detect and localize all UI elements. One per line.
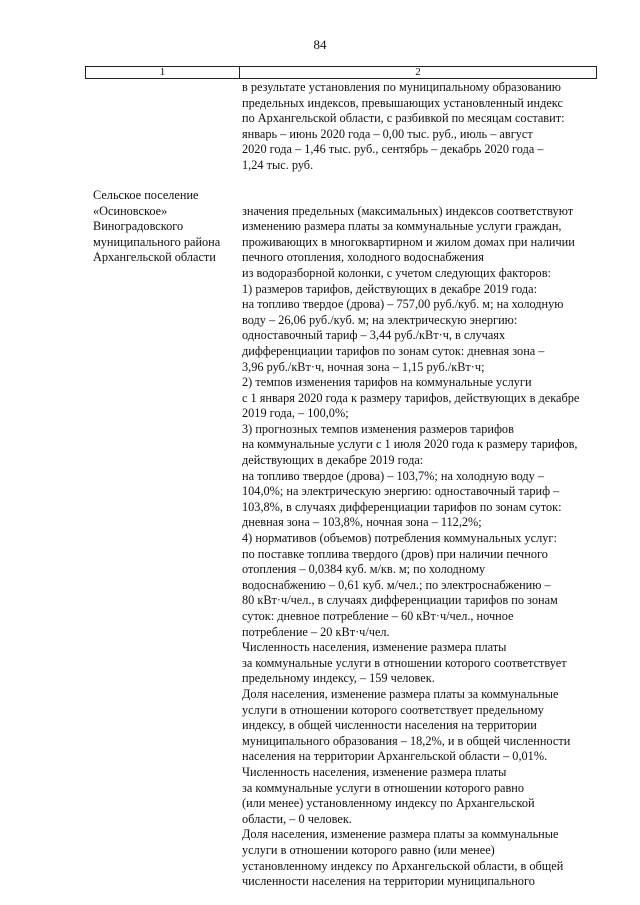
municipality-line: «Осиновское» bbox=[93, 203, 168, 218]
text-line: 80 кВт·ч/чел., в случаях дифференциации тарифов по зонам bbox=[242, 593, 558, 608]
text-line: численности населения на территории муниципального bbox=[242, 874, 535, 889]
municipality-line: Виноградовского bbox=[93, 219, 184, 234]
municipality-line: Сельское поселение bbox=[93, 188, 199, 202]
text-line: предельному индексу, – 159 человек. bbox=[242, 671, 435, 686]
text-line: дифференциации тарифов по зонам суток: дневная зона – bbox=[242, 343, 545, 358]
table-header-col1: 1 bbox=[86, 67, 240, 78]
text-line: 1) размеров тарифов, действующих в декабре 2019 года: bbox=[242, 281, 538, 296]
text-line: 104,0%; на электрическую энергию: одноставочный тариф – bbox=[242, 484, 560, 499]
text-line: 4) нормативов (объемов) потребления коммунальных услуг: bbox=[242, 531, 557, 546]
text-line: по Архангельской области, с разбивкой по месяцам составит: bbox=[242, 111, 565, 126]
text-line: 3,96 руб./кВт·ч, ночная зона – 1,15 руб./кВт·ч; bbox=[242, 359, 485, 374]
text-line: с 1 января 2020 года к размеру тарифов, действующих в декабре bbox=[242, 390, 580, 405]
description-paragraph bbox=[242, 204, 598, 890]
text-line: (или менее) установленному индексу по Архангельской bbox=[242, 796, 535, 811]
text-line: Доля населения, изменение размера платы за коммунальные bbox=[242, 827, 559, 842]
text-line: 1,24 тыс. руб. bbox=[242, 157, 314, 172]
text-line: 2) темпов изменения тарифов на коммунальные услуги bbox=[242, 375, 532, 390]
table-header-row bbox=[85, 66, 597, 79]
text-line: изменению размера платы за коммунальные услуги граждан, bbox=[242, 219, 562, 234]
text-line: 3) прогнозных темпов изменения размеров тарифов bbox=[242, 421, 514, 436]
text-line: суток: дневное потребление – 60 кВт·ч/чел., ночное bbox=[242, 609, 514, 623]
municipality-line: Архангельской области bbox=[93, 250, 216, 265]
continuation-paragraph bbox=[242, 80, 598, 174]
text-line: за коммунальные услуги в отношении которого равно bbox=[242, 780, 525, 795]
page-number: 84 bbox=[313, 37, 327, 52]
text-line: населения на территории Архангельской области – 0,01%. bbox=[242, 749, 548, 764]
text-line: услуги в отношении которого соответствует предельному bbox=[242, 702, 544, 717]
text-line: проживающих в многоквартирном и жилом домах при наличии bbox=[242, 234, 575, 249]
text-line: водоснабжению – 0,61 куб. м/чел.; по электроснабжению – bbox=[242, 577, 551, 592]
table-col2-content bbox=[242, 80, 598, 890]
text-line: предельных индексов, превышающих установленный индекс bbox=[242, 95, 563, 110]
municipality-line: муниципального района bbox=[93, 234, 221, 249]
text-line: действующих в декабре 2019 года: bbox=[242, 453, 424, 468]
text-line: 103,8%, в случаях дифференциации тарифов по зонам суток: bbox=[242, 499, 562, 514]
text-line: области, – 0 человек. bbox=[242, 811, 352, 826]
text-line: Численность населения, изменение размера платы bbox=[242, 764, 507, 779]
text-line: по поставке топлива твердого (дров) при наличии печного bbox=[242, 546, 548, 561]
text-line: в результате установления по муниципальному образованию bbox=[242, 80, 561, 94]
text-line: печного отопления, холодного водоснабжения bbox=[242, 250, 484, 265]
text-line: воду – 26,06 руб./куб. м; на электрическую энергию: bbox=[242, 312, 518, 327]
text-line: потребление – 20 кВт·ч/чел. bbox=[242, 624, 390, 639]
text-line: одноставочный тариф – 3,44 руб./кВт·ч, в случаях bbox=[242, 328, 506, 343]
text-line: Численность населения, изменение размера платы bbox=[242, 640, 507, 655]
text-line: январь – июнь 2020 года – 0,00 тыс. руб., июль – август bbox=[242, 126, 533, 141]
text-line: за коммунальные услуги в отношении которого соответствует bbox=[242, 655, 567, 670]
text-line: из водоразборной колонки, с учетом следующих факторов: bbox=[242, 265, 551, 280]
text-line: на коммунальные услуги с 1 июля 2020 года к размеру тарифов, bbox=[242, 437, 578, 452]
text-line: отопления – 0,0384 куб. м/кв. м; по холодному bbox=[242, 562, 486, 577]
text-line: муниципального образования – 18,2%, и в общей численности bbox=[242, 733, 571, 748]
text-line: значения предельных (максимальных) индексов соответствуют bbox=[242, 203, 574, 218]
text-line: индексу, в общей численности населения на территории bbox=[242, 718, 537, 733]
text-line: 2020 года – 1,46 тыс. руб., сентябрь – декабрь 2020 года – bbox=[242, 142, 544, 157]
text-line: на топливо твердое (дрова) – 103,7%; на холодную воду – bbox=[242, 468, 544, 483]
table-header-col2: 2 bbox=[415, 66, 421, 78]
text-line: на топливо твердое (дрова) – 757,00 руб./куб. м; на холодную bbox=[242, 297, 564, 312]
text-line: услуги в отношении которого равно (или менее) bbox=[242, 842, 495, 857]
text-line: Доля населения, изменение размера платы за коммунальные bbox=[242, 686, 559, 701]
text-line: дневная зона – 103,8%, ночная зона – 112,2%; bbox=[242, 515, 482, 530]
municipality-name bbox=[93, 188, 241, 266]
text-line: 2019 года, – 100,0%; bbox=[242, 406, 349, 421]
text-line: установленному индексу по Архангельской области, в общей bbox=[242, 858, 564, 873]
